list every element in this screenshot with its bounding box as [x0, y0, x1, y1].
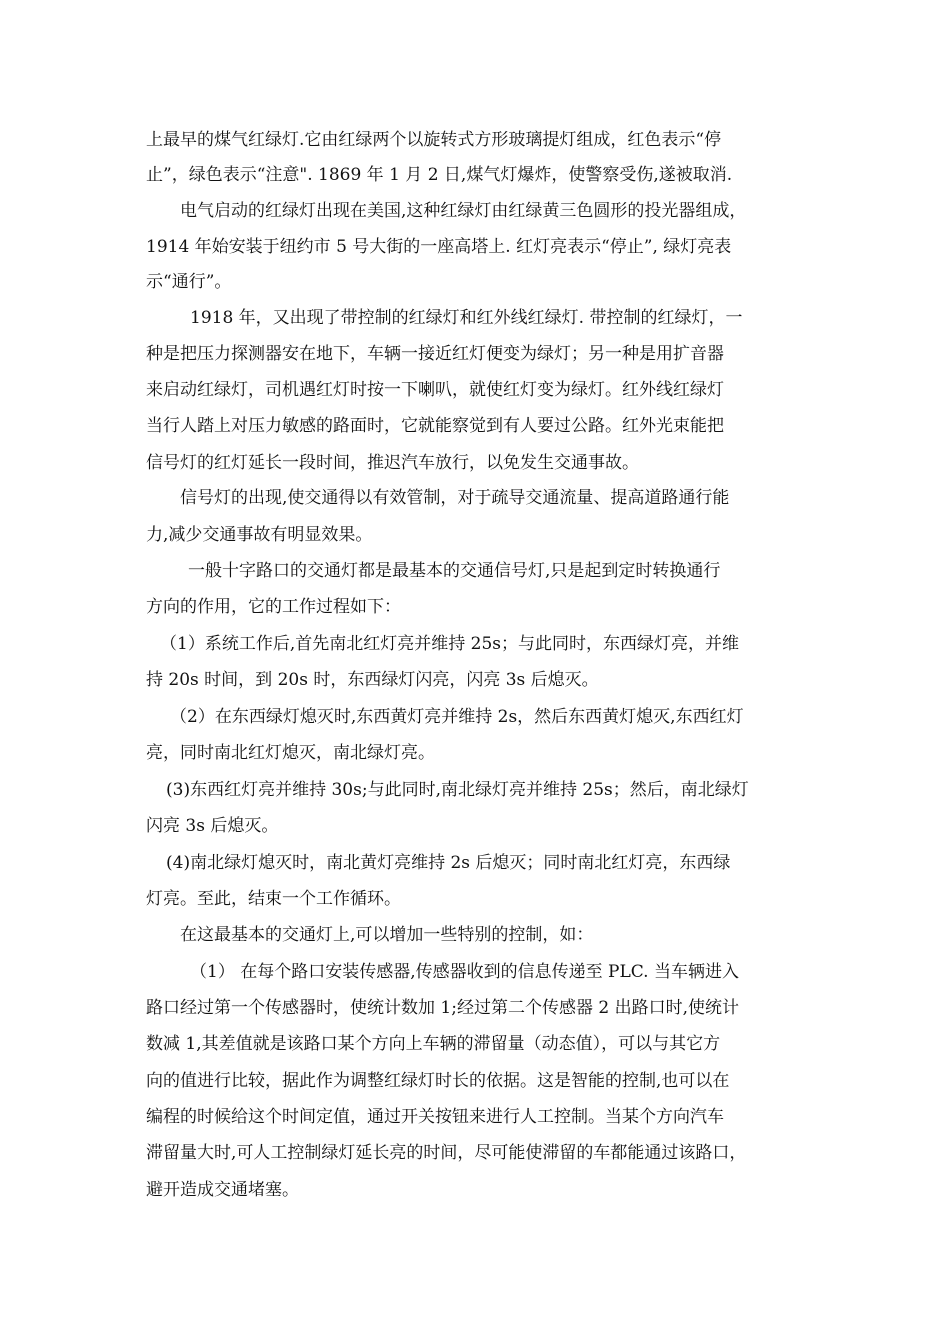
text-line: (4)南北绿灯熄灭时，南北黄灯亮维持 2s 后熄灭；同时南北红灯亮，东西绿	[166, 853, 731, 873]
text-line: 种是把压力探测器安在地下，车辆一接近红灯便变为绿灯；另一种是用扩音器	[146, 344, 724, 364]
text-line: （1）系统工作后,首先南北红灯亮并维持 25s；与此同时，东西绿灯亮，并维	[160, 634, 739, 654]
text-line: 亮，同时南北红灯熄灭，南北绿灯亮。	[146, 743, 435, 763]
text-line: 闪亮 3s 后熄灭。	[146, 816, 279, 836]
text-line: （1） 在每个路口安装传感器,传感器收到的信息传递至 PLC. 当车辆进入	[190, 962, 739, 982]
text-line: 示“通行”。	[146, 272, 232, 292]
text-line: （2）在东西绿灯熄灭时,东西黄灯亮并维持 2s，然后东西黄灯熄灭,东西红灯	[170, 707, 744, 727]
text-line: 避开造成交通堵塞。	[146, 1180, 299, 1200]
text-line: 向的值进行比较，据此作为调整红绿灯时长的依据。这是智能的控制,也可以在	[146, 1071, 730, 1091]
text-line: 数减 1,其差值就是该路口某个方向上车辆的滞留量（动态值），可以与其它方	[146, 1034, 721, 1054]
text-line: 一般十字路口的交通灯都是最基本的交通信号灯,只是起到定时转换通行	[188, 561, 721, 581]
text-line: 信号灯的红灯延长一段时间，推迟汽车放行，以免发生交通事故。	[146, 453, 639, 473]
text-line: 来启动红绿灯，司机遇红灯时按一下喇叭，就使红灯变为绿灯。红外线红绿灯	[146, 380, 724, 400]
text-line: 方向的作用，它的工作过程如下：	[146, 597, 401, 617]
text-line: 1918 年，又出现了带控制的红绿灯和红外线红绿灯. 带控制的红绿灯，一	[190, 308, 743, 328]
text-line: 灯亮。至此，结束一个工作循环。	[146, 889, 401, 909]
text-line: (3)东西红灯亮并维持 30s;与此同时,南北绿灯亮并维持 25s；然后，南北绿灯	[166, 780, 749, 800]
text-line: 止”，绿色表示“注意". 1869 年 1 月 2 日,煤气灯爆炸，使警察受伤,遂被取消.	[146, 165, 733, 185]
text-line: 当行人踏上对压力敏感的路面时，它就能察觉到有人要过公路。红外光束能把	[146, 416, 724, 436]
text-line: 1914 年始安装于纽约市 5 号大街的一座高塔上. 红灯亮表示“停止”, 绿灯亮表	[146, 237, 732, 257]
text-line: 持 20s 时间，到 20s 时，东西绿灯闪亮，闪亮 3s 后熄灭。	[146, 670, 599, 690]
text-line: 信号灯的出现,使交通得以有效管制，对于疏导交通流量、提高道路通行能	[180, 488, 730, 508]
text-line: 编程的时候给这个时间定值，通过开关按钮来进行人工控制。当某个方向汽车	[146, 1107, 724, 1127]
text-line: 滞留量大时,可人工控制绿灯延长亮的时间，尽可能使滞留的车都能通过该路口，	[146, 1143, 747, 1163]
text-line: 上最早的煤气红绿灯.它由红绿两个以旋转式方形玻璃提灯组成，红色表示“停	[146, 130, 722, 150]
text-line: 力,减少交通事故有明显效果。	[146, 525, 373, 545]
text-line: 路口经过第一个传感器时，使统计数加 1;经过第二个传感器 2 出路口时,使统计	[146, 998, 739, 1018]
text-line: 在这最基本的交通灯上,可以增加一些特别的控制，如：	[180, 925, 594, 945]
text-line: 电气启动的红绿灯出现在美国,这种红绿灯由红绿黄三色圆形的投光器组成，	[180, 201, 747, 221]
